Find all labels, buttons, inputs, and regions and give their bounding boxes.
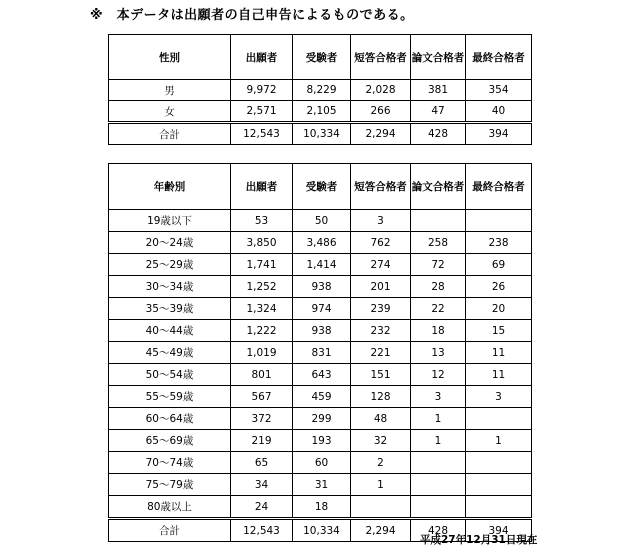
- age-cell-examinees: 31: [293, 474, 351, 496]
- as-of-date: 平成27年12月31日現在: [420, 534, 538, 546]
- gender-total-category: 合計: [109, 123, 231, 145]
- age-cell-essay-passers: [411, 496, 466, 519]
- age-cell-essay-passers: [411, 210, 466, 232]
- age-cell-essay-passers: 13: [411, 342, 466, 364]
- age-cell-final-passers: 11: [466, 342, 532, 364]
- age-cell-final-passers: [466, 408, 532, 430]
- gender-total-final-passers: 394: [466, 123, 532, 145]
- age-cell-examinees: 18: [293, 496, 351, 519]
- gender-header-examinees: 受験者: [293, 35, 351, 80]
- age-cell-applicants: 34: [231, 474, 293, 496]
- age-total-examinees: 10,334: [293, 519, 351, 542]
- gender-cell-final-passers: 40: [466, 101, 532, 123]
- age-cell-short-answer-passers: [351, 496, 411, 519]
- age-header-row: [109, 164, 532, 210]
- age-cell-short-answer-passers: 128: [351, 386, 411, 408]
- age-cell-essay-passers: [411, 474, 466, 496]
- age-cell-examinees: 938: [293, 320, 351, 342]
- age-row: [109, 430, 532, 452]
- age-cell-final-passers: [466, 474, 532, 496]
- age-cell-examinees: 974: [293, 298, 351, 320]
- age-cell-final-passers: 26: [466, 276, 532, 298]
- gender-cell-category: 男: [109, 80, 231, 101]
- age-row: [109, 474, 532, 496]
- gender-cell-essay-passers: 381: [411, 80, 466, 101]
- age-total-applicants: 12,543: [231, 519, 293, 542]
- age-cell-examinees: 3,486: [293, 232, 351, 254]
- age-cell-category: 40～44歳: [109, 320, 231, 342]
- age-cell-short-answer-passers: 762: [351, 232, 411, 254]
- age-header-category: 年齢別: [109, 164, 231, 210]
- age-cell-short-answer-passers: 48: [351, 408, 411, 430]
- gender-header-row: [109, 35, 532, 80]
- gender-total-applicants: 12,543: [231, 123, 293, 145]
- age-row: [109, 298, 532, 320]
- age-cell-applicants: 567: [231, 386, 293, 408]
- age-cell-examinees: 299: [293, 408, 351, 430]
- age-cell-examinees: 60: [293, 452, 351, 474]
- age-cell-applicants: 65: [231, 452, 293, 474]
- age-header-final-passers: 最終合格者: [466, 164, 532, 210]
- age-cell-category: 50～54歳: [109, 364, 231, 386]
- age-cell-final-passers: [466, 210, 532, 232]
- age-cell-final-passers: 11: [466, 364, 532, 386]
- age-cell-short-answer-passers: 3: [351, 210, 411, 232]
- age-cell-short-answer-passers: 232: [351, 320, 411, 342]
- age-cell-final-passers: 1: [466, 430, 532, 452]
- gender-header-applicants: 出願者: [231, 35, 293, 80]
- age-cell-final-passers: [466, 452, 532, 474]
- age-cell-examinees: 1,414: [293, 254, 351, 276]
- gender-cell-final-passers: 354: [466, 80, 532, 101]
- age-cell-applicants: 53: [231, 210, 293, 232]
- age-cell-category: 25～29歳: [109, 254, 231, 276]
- age-cell-category: 20～24歳: [109, 232, 231, 254]
- age-cell-essay-passers: 22: [411, 298, 466, 320]
- age-cell-final-passers: [466, 496, 532, 519]
- age-cell-examinees: 459: [293, 386, 351, 408]
- gender-header-category: 性別: [109, 35, 231, 80]
- age-row: [109, 254, 532, 276]
- gender-row: [109, 101, 532, 123]
- age-cell-short-answer-passers: 201: [351, 276, 411, 298]
- age-cell-essay-passers: 72: [411, 254, 466, 276]
- age-header-short-answer-passers: 短答合格者: [351, 164, 411, 210]
- age-cell-short-answer-passers: 274: [351, 254, 411, 276]
- age-cell-essay-passers: 3: [411, 386, 466, 408]
- age-row: [109, 276, 532, 298]
- gender-header-short-answer-passers: 短答合格者: [351, 35, 411, 80]
- gender-header-essay-passers: 論文合格者: [411, 35, 466, 80]
- age-row: [109, 210, 532, 232]
- age-cell-category: 19歳以下: [109, 210, 231, 232]
- age-cell-category: 70～74歳: [109, 452, 231, 474]
- gender-cell-examinees: 8,229: [293, 80, 351, 101]
- age-cell-applicants: 1,741: [231, 254, 293, 276]
- age-cell-examinees: 193: [293, 430, 351, 452]
- age-cell-final-passers: 3: [466, 386, 532, 408]
- age-cell-essay-passers: 1: [411, 430, 466, 452]
- gender-total-examinees: 10,334: [293, 123, 351, 145]
- age-cell-applicants: 1,252: [231, 276, 293, 298]
- age-cell-short-answer-passers: 151: [351, 364, 411, 386]
- age-row: [109, 452, 532, 474]
- age-row: [109, 342, 532, 364]
- age-cell-essay-passers: 258: [411, 232, 466, 254]
- age-header-essay-passers: 論文合格者: [411, 164, 466, 210]
- age-cell-examinees: 831: [293, 342, 351, 364]
- age-row: [109, 320, 532, 342]
- age-cell-category: 75～79歳: [109, 474, 231, 496]
- age-total-essay-passers: 428: [411, 519, 466, 542]
- age-cell-essay-passers: 1: [411, 408, 466, 430]
- gender-cell-short-answer-passers: 266: [351, 101, 411, 123]
- age-cell-short-answer-passers: 1: [351, 474, 411, 496]
- gender-cell-applicants: 2,571: [231, 101, 293, 123]
- gender-row: [109, 80, 532, 101]
- age-cell-essay-passers: [411, 452, 466, 474]
- age-cell-essay-passers: 28: [411, 276, 466, 298]
- age-row: [109, 232, 532, 254]
- gender-total-short-answer-passers: 2,294: [351, 123, 411, 145]
- age-row: [109, 408, 532, 430]
- age-cell-short-answer-passers: 32: [351, 430, 411, 452]
- age-cell-applicants: 3,850: [231, 232, 293, 254]
- age-row: [109, 364, 532, 386]
- data-note: ※ 本データは出願者の自己申告によるものである。: [90, 8, 414, 23]
- age-cell-applicants: 1,324: [231, 298, 293, 320]
- age-cell-applicants: 1,019: [231, 342, 293, 364]
- age-cell-final-passers: 238: [466, 232, 532, 254]
- age-cell-category: 30～34歳: [109, 276, 231, 298]
- age-cell-final-passers: 69: [466, 254, 532, 276]
- age-header-applicants: 出願者: [231, 164, 293, 210]
- age-cell-examinees: 643: [293, 364, 351, 386]
- age-total-final-passers: 394: [466, 519, 532, 542]
- age-row: [109, 386, 532, 408]
- age-cell-applicants: 801: [231, 364, 293, 386]
- age-cell-short-answer-passers: 2: [351, 452, 411, 474]
- age-cell-category: 35～39歳: [109, 298, 231, 320]
- gender-header-final-passers: 最終合格者: [466, 35, 532, 80]
- gender-cell-applicants: 9,972: [231, 80, 293, 101]
- age-header-examinees: 受験者: [293, 164, 351, 210]
- age-cell-short-answer-passers: 239: [351, 298, 411, 320]
- gender-cell-essay-passers: 47: [411, 101, 466, 123]
- gender-cell-short-answer-passers: 2,028: [351, 80, 411, 101]
- age-cell-category: 45～49歳: [109, 342, 231, 364]
- gender-table: [108, 34, 532, 145]
- age-cell-applicants: 219: [231, 430, 293, 452]
- gender-total-essay-passers: 428: [411, 123, 466, 145]
- age-cell-category: 65～69歳: [109, 430, 231, 452]
- age-cell-category: 55～59歳: [109, 386, 231, 408]
- age-cell-final-passers: 15: [466, 320, 532, 342]
- age-cell-essay-passers: 12: [411, 364, 466, 386]
- age-cell-applicants: 372: [231, 408, 293, 430]
- age-cell-final-passers: 20: [466, 298, 532, 320]
- gender-cell-examinees: 2,105: [293, 101, 351, 123]
- age-row: [109, 496, 532, 519]
- age-total-category: 合計: [109, 519, 231, 542]
- age-cell-applicants: 1,222: [231, 320, 293, 342]
- gender-total-row: [109, 123, 532, 145]
- age-cell-essay-passers: 18: [411, 320, 466, 342]
- age-cell-category: 80歳以上: [109, 496, 231, 519]
- age-cell-examinees: 938: [293, 276, 351, 298]
- gender-cell-category: 女: [109, 101, 231, 123]
- age-total-short-answer-passers: 2,294: [351, 519, 411, 542]
- age-cell-short-answer-passers: 221: [351, 342, 411, 364]
- age-cell-category: 60～64歳: [109, 408, 231, 430]
- age-table: [108, 163, 532, 542]
- age-cell-applicants: 24: [231, 496, 293, 519]
- age-cell-examinees: 50: [293, 210, 351, 232]
